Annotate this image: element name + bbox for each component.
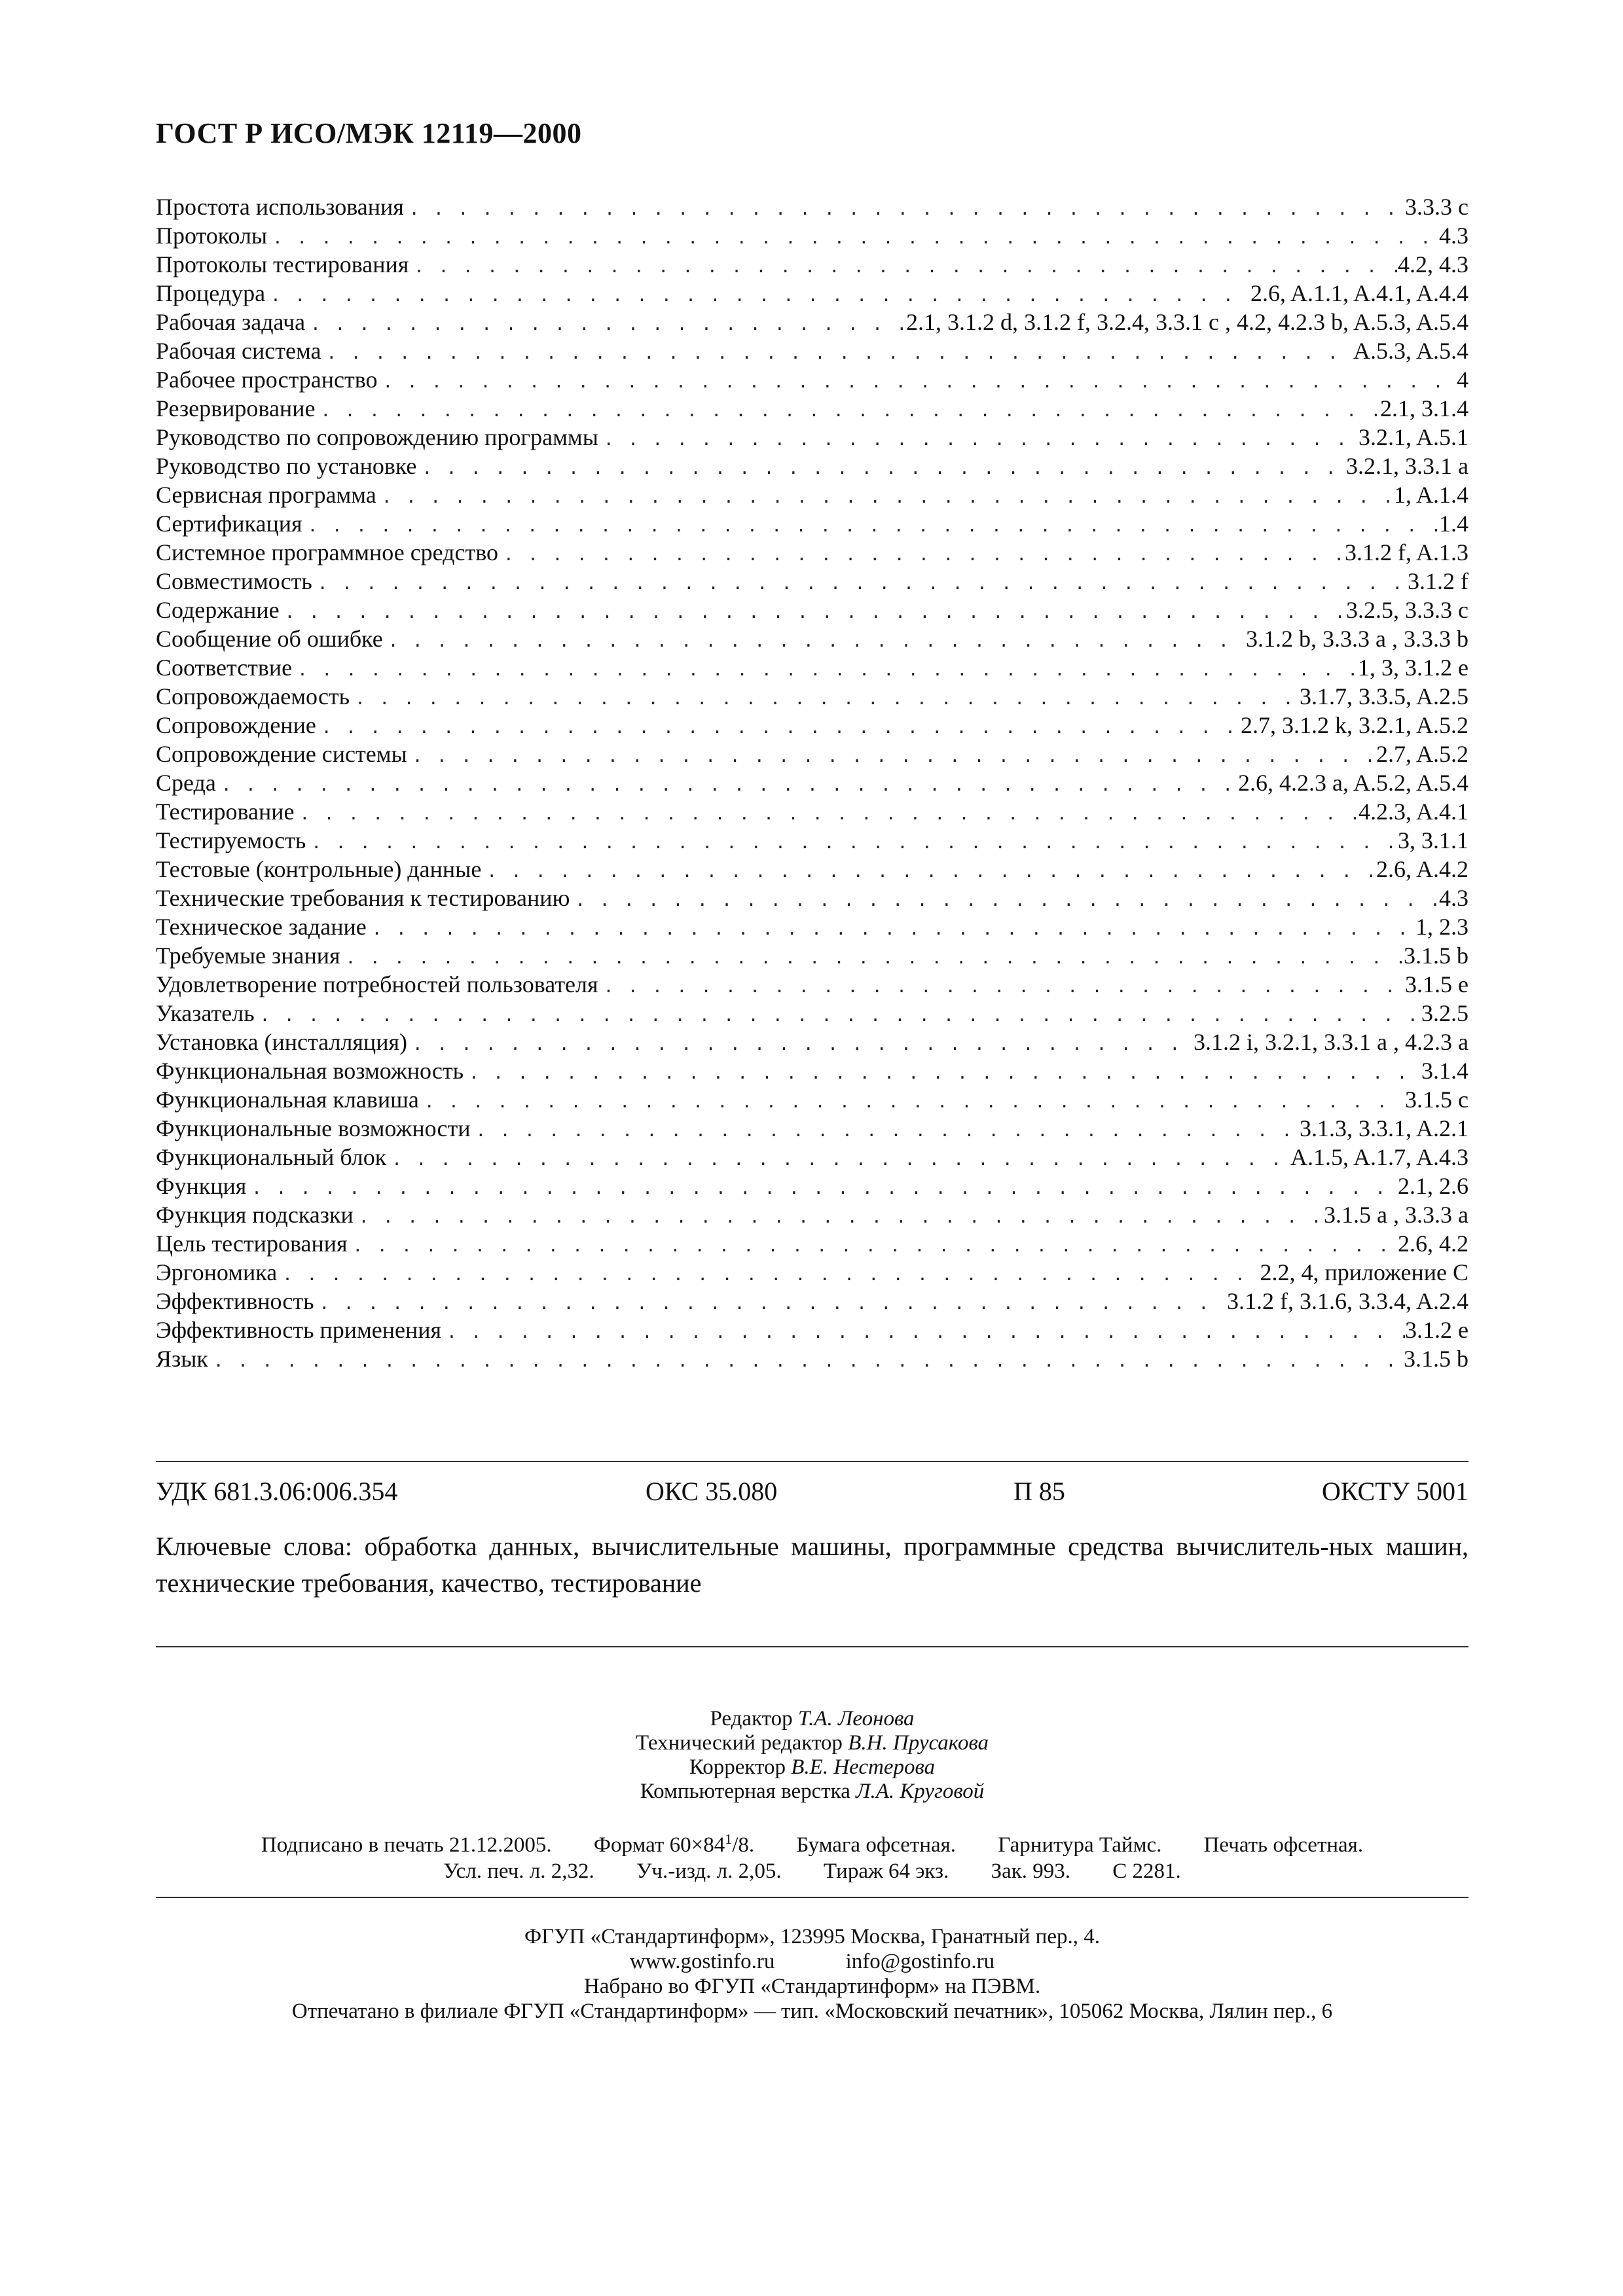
index-term: Установка (инсталляция) xyxy=(156,1029,408,1055)
index-entry xyxy=(156,423,1468,452)
index-entry xyxy=(156,192,1468,221)
index-ref: 2.6, A.4.2 xyxy=(1376,856,1468,882)
index-ref: 2.7, A.5.2 xyxy=(1376,741,1468,767)
index-ref: 4 xyxy=(1457,367,1468,393)
dot-leader xyxy=(265,281,1250,308)
index-ref: 2.1, 3.1.2 d, 3.1.2 f, 3.2.4, 3.3.1 c , 4.2, 4.2.3 b, A.5.3, A.5.4 xyxy=(906,309,1468,335)
index-ref: 3.2.5, 3.3.3 c xyxy=(1346,597,1468,623)
dot-leader xyxy=(305,310,906,336)
index-ref: 3.1.5 b xyxy=(1404,1346,1468,1372)
dot-leader xyxy=(208,1347,1404,1373)
index-entry xyxy=(156,1172,1468,1200)
index-entry xyxy=(156,912,1468,941)
index-ref: 3.1.4 xyxy=(1421,1058,1468,1084)
index-entry xyxy=(156,1200,1468,1229)
print-info xyxy=(156,1826,1468,1884)
dot-leader xyxy=(419,1088,1405,1114)
index-term: Содержание xyxy=(156,597,280,623)
index-term: Среда xyxy=(156,770,216,796)
index-entry xyxy=(156,970,1468,999)
index-term: Функция xyxy=(156,1173,247,1199)
dot-leader xyxy=(481,857,1376,884)
index-term: Сопровождаемость xyxy=(156,683,350,709)
index-ref: 3.1.3, 3.3.1, A.2.1 xyxy=(1299,1115,1468,1141)
dot-leader xyxy=(314,1289,1228,1316)
index-ref: 3.1.5 c xyxy=(1405,1086,1468,1113)
index-ref: 2.6, 4.2 xyxy=(1398,1230,1468,1257)
index-entry xyxy=(156,653,1468,682)
credits xyxy=(156,1707,1468,1804)
index-term: Протоколы xyxy=(156,223,268,249)
index-term: Системное программное средство xyxy=(156,539,498,565)
document-header: ГОСТ Р ИСО/МЭК 12119—2000 xyxy=(156,117,582,149)
index-entry xyxy=(156,452,1468,480)
dot-leader xyxy=(246,1174,1398,1200)
index-entry xyxy=(156,884,1468,912)
index-entry xyxy=(156,1229,1468,1258)
index-entry xyxy=(156,711,1468,740)
dot-leader xyxy=(354,1203,1324,1229)
dot-leader xyxy=(350,685,1300,711)
credit-tech-editor: Технический редактор В.Н. Прусакова xyxy=(635,1731,989,1755)
dot-leader xyxy=(409,253,1398,279)
index-entry xyxy=(156,1056,1468,1085)
index-ref: 2.2, 4, приложение C xyxy=(1260,1259,1468,1285)
index-term: Тестовые (контрольные) данные xyxy=(156,856,482,882)
index-term: Указатель xyxy=(156,1000,255,1026)
p-code: П 85 xyxy=(1013,1477,1065,1506)
print-info-line-1: Подписано в печать 21.12.2005. Формат $60\times 84^1/8$. Бумага офсетная. Гарнитура Таймс. Печать офсетная. xyxy=(156,1826,1468,1858)
index-ref: 3.2.1, A.5.1 xyxy=(1358,424,1468,450)
index-entry xyxy=(156,797,1468,826)
index-ref: 1, A.1.4 xyxy=(1393,482,1468,508)
index-term: Сертификация xyxy=(156,511,302,537)
dot-leader xyxy=(383,627,1246,653)
index-entry xyxy=(156,855,1468,884)
index-entry xyxy=(156,480,1468,509)
index-entry xyxy=(156,768,1468,797)
dot-leader xyxy=(367,915,1415,941)
dot-leader xyxy=(255,1001,1421,1028)
index-ref: 3.3.3 c xyxy=(1405,194,1468,220)
dot-leader xyxy=(598,425,1359,452)
dot-leader xyxy=(312,569,1408,596)
index-term: Резервирование xyxy=(156,395,316,422)
index-term: Функциональный блок xyxy=(156,1144,387,1170)
index-entry xyxy=(156,999,1468,1028)
index-entry xyxy=(156,1114,1468,1143)
index-term: Тестируемость xyxy=(156,827,306,853)
index-ref: 3.1.2 e xyxy=(1405,1317,1468,1343)
index-term: Технические требования к тестированию xyxy=(156,885,570,911)
index-ref: 3.1.2 f, A.1.3 xyxy=(1345,539,1468,565)
index-ref: 3.1.7, 3.3.5, A.2.5 xyxy=(1299,683,1468,709)
divider-bottom xyxy=(156,1897,1468,1898)
index-ref: 4.2, 4.3 xyxy=(1398,251,1468,278)
index-ref: 3.1.5 a , 3.3.3 a xyxy=(1324,1202,1468,1228)
dot-leader xyxy=(280,598,1346,624)
index-entry xyxy=(156,1085,1468,1114)
index-term: Простота использования xyxy=(156,194,404,220)
divider-middle xyxy=(156,1646,1468,1647)
index-entry xyxy=(156,740,1468,768)
index-term: Эффективность применения xyxy=(156,1317,442,1343)
index-term: Сопровождение xyxy=(156,712,316,738)
index-term: Эргономика xyxy=(156,1259,278,1285)
oks-code: ОКС 35.080 xyxy=(646,1477,778,1506)
publisher-email[interactable]: info@gostinfo.ru xyxy=(845,1950,995,1973)
publisher-contacts xyxy=(156,1949,1468,1974)
index-term: Рабочее пространство xyxy=(156,367,378,393)
dot-leader xyxy=(570,886,1439,912)
index-entry xyxy=(156,538,1468,567)
index-term: Рабочая система xyxy=(156,338,321,364)
index-term: Техническое задание xyxy=(156,914,367,940)
index-term: Процедура xyxy=(156,280,266,306)
dot-leader xyxy=(376,483,1394,509)
index-term: Требуемые знания xyxy=(156,942,340,969)
index-term: Протоколы тестирования xyxy=(156,251,409,278)
index-term: Сервисная программа xyxy=(156,482,376,508)
subject-index xyxy=(156,192,1468,1373)
dot-leader xyxy=(292,656,1358,682)
index-term: Тестирование xyxy=(156,798,295,825)
index-entry xyxy=(156,394,1468,423)
credit-layout: Компьютерная верстка Л.А. Круговой xyxy=(640,1780,985,1803)
printed-note: Отпечатано в филиале ФГУП «Стандартинформ» — тип. «Московский печатник», 105062 Москва, Лялин пер., 6 xyxy=(291,2000,1333,2023)
dot-leader xyxy=(441,1318,1405,1344)
dot-leader xyxy=(216,771,1238,797)
dot-leader xyxy=(315,397,1380,423)
dot-leader xyxy=(277,1261,1260,1287)
index-ref: 2.7, 3.1.2 k, 3.2.1, A.5.2 xyxy=(1240,712,1468,738)
dot-leader xyxy=(306,829,1398,855)
index-entry xyxy=(156,221,1468,250)
dot-leader xyxy=(464,1059,1421,1085)
okstu-code: ОКСТУ 5001 xyxy=(1321,1477,1468,1506)
credit-proofreader: Корректор В.Е. Нестерова xyxy=(689,1755,936,1779)
dot-leader xyxy=(302,512,1439,538)
index-ref: 2.1, 3.1.4 xyxy=(1380,395,1468,422)
index-ref: 2.1, 2.6 xyxy=(1398,1173,1468,1199)
dot-leader xyxy=(416,454,1346,480)
dot-leader xyxy=(470,1117,1300,1143)
index-entry xyxy=(156,596,1468,624)
index-term: Функциональные возможности xyxy=(156,1115,471,1141)
index-ref: A.5.3, A.5.4 xyxy=(1353,338,1468,364)
index-term: Руководство по сопровождению программы xyxy=(156,424,598,450)
index-ref: A.1.5, A.1.7, A.4.3 xyxy=(1290,1144,1468,1170)
dot-leader xyxy=(294,800,1359,826)
index-term: Функциональная возможность xyxy=(156,1058,464,1084)
index-ref: 3.1.2 f, 3.1.6, 3.3.4, A.2.4 xyxy=(1227,1288,1468,1314)
index-entry xyxy=(156,308,1468,336)
index-term: Функциональная клавиша xyxy=(156,1086,419,1113)
index-entry xyxy=(156,1258,1468,1287)
dot-leader xyxy=(404,195,1405,221)
index-term: Удовлетворение потребностей пользователя xyxy=(156,971,598,997)
divider-top xyxy=(156,1461,1468,1462)
dot-leader xyxy=(267,224,1439,250)
index-entry xyxy=(156,509,1468,538)
dot-leader xyxy=(407,1030,1194,1056)
index-entry xyxy=(156,1028,1468,1056)
index-term: Руководство по установке xyxy=(156,453,417,479)
index-term: Цель тестирования xyxy=(156,1230,348,1257)
index-term: Рабочая задача xyxy=(156,309,306,335)
index-ref: 3.2.1, 3.3.1 a xyxy=(1346,453,1468,479)
typeset-note: Набрано во ФГУП «Стандартинформ» на ПЭВМ. xyxy=(583,1975,1041,1998)
keywords: Ключевые слова: обработка данных, вычислительные машины, программные средства вычислитель-ных машин, технические требования, качество, тестирование xyxy=(156,1532,1468,1598)
index-entry xyxy=(156,567,1468,596)
index-entry xyxy=(156,682,1468,711)
index-ref: 1, 2.3 xyxy=(1415,914,1468,940)
index-ref: 3, 3.1.1 xyxy=(1398,827,1468,853)
print-info-line-2: Усл. печ. л. 2,32. Уч.-изд. л. 2,05. Тираж 64 экз. Зак. 993. С 2281. xyxy=(443,1859,1181,1883)
dot-leader xyxy=(340,944,1404,970)
index-term: Сообщение об ошибке xyxy=(156,626,383,652)
index-ref: 3.1.5 e xyxy=(1405,971,1468,997)
dot-leader xyxy=(498,541,1345,567)
udk-code: УДК 681.3.06:006.354 xyxy=(156,1477,398,1506)
index-term: Эффективность xyxy=(156,1288,314,1314)
credit-editor: Редактор Т.А. Леонова xyxy=(710,1707,915,1731)
dot-leader xyxy=(386,1145,1290,1172)
index-ref: 4.3 xyxy=(1439,885,1468,911)
index-entry xyxy=(156,365,1468,394)
index-entry xyxy=(156,624,1468,653)
publisher-info xyxy=(156,1924,1468,2024)
index-entry xyxy=(156,1287,1468,1316)
index-ref: 3.2.5 xyxy=(1421,1000,1468,1026)
index-entry xyxy=(156,1316,1468,1344)
index-ref: 1.4 xyxy=(1439,511,1468,537)
dot-leader xyxy=(598,973,1405,999)
index-entry xyxy=(156,941,1468,970)
dot-leader xyxy=(321,339,1353,365)
index-entry xyxy=(156,336,1468,365)
dot-leader xyxy=(407,742,1376,768)
index-term: Функция подсказки xyxy=(156,1202,354,1228)
classification-codes xyxy=(156,1476,1468,1515)
index-ref: 2.6, A.1.1, A.4.1, A.4.4 xyxy=(1250,280,1468,306)
index-term: Сопровождение системы xyxy=(156,741,407,767)
dot-leader xyxy=(348,1232,1398,1258)
index-ref: 2.6, 4.2.3 a, A.5.2, A.5.4 xyxy=(1237,770,1468,796)
index-term: Соответствие xyxy=(156,655,293,681)
index-entry xyxy=(156,1344,1468,1373)
index-ref: 4.3 xyxy=(1439,223,1468,249)
publisher-website[interactable]: www.gostinfo.ru xyxy=(629,1950,775,1973)
index-ref: 3.1.5 b xyxy=(1404,942,1468,969)
publisher-address: ФГУП «Стандартинформ», 123995 Москва, Гранатный пер., 4. xyxy=(524,1925,1100,1948)
index-entry xyxy=(156,279,1468,308)
index-ref: 3.1.2 i, 3.2.1, 3.3.1 a , 4.2.3 a xyxy=(1194,1029,1468,1055)
index-ref: 4.2.3, A.4.1 xyxy=(1358,798,1468,825)
dot-leader xyxy=(377,368,1457,394)
index-entry xyxy=(156,826,1468,855)
index-entry xyxy=(156,1143,1468,1172)
index-ref: 3.1.2 b, 3.3.3 a , 3.3.3 b xyxy=(1246,626,1468,652)
index-term: Язык xyxy=(156,1346,208,1372)
dot-leader xyxy=(316,713,1241,740)
format-value: Формат $60\times 84^1/8$. xyxy=(593,1831,755,1857)
index-ref: 3.1.2 f xyxy=(1408,568,1468,594)
index-ref: 1, 3, 3.1.2 e xyxy=(1358,655,1468,681)
index-entry xyxy=(156,250,1468,279)
index-term: Совместимость xyxy=(156,568,312,594)
